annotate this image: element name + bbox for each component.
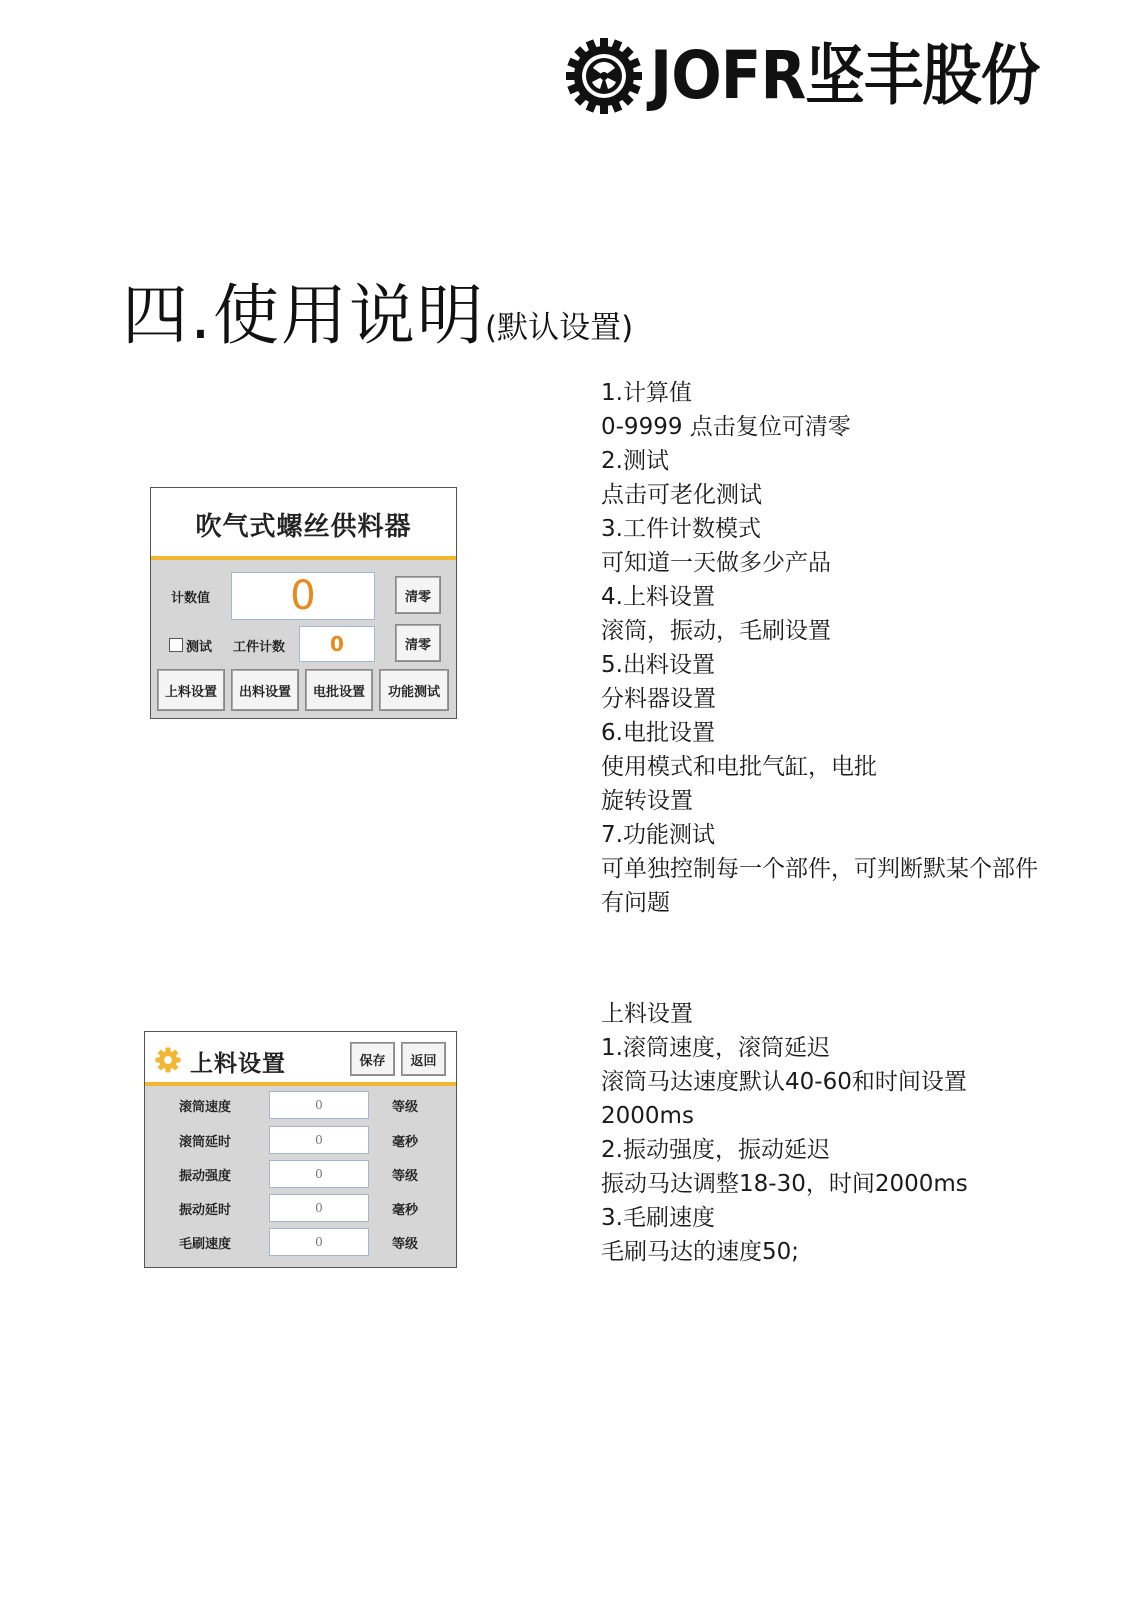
desc-line: 旋转设置 bbox=[601, 788, 693, 814]
feed-settings-header bbox=[145, 1032, 456, 1086]
main-screen-header bbox=[151, 488, 456, 560]
drum-delay-label: 滚筒延时 bbox=[179, 1135, 232, 1150]
section-title: 四.使用说明 bbox=[122, 277, 485, 354]
work-count-display[interactable]: 0 bbox=[299, 626, 375, 662]
desc-line: 2000ms bbox=[601, 1103, 694, 1129]
vibration-delay-input[interactable]: 0 bbox=[269, 1194, 369, 1222]
drum-speed-input[interactable]: 0 bbox=[269, 1091, 369, 1119]
vibration-delay-label: 振动延时 bbox=[179, 1203, 232, 1218]
work-count-label: 工件计数 bbox=[233, 640, 286, 655]
brand-name: JOFR坚丰股份 bbox=[650, 37, 1040, 114]
test-checkbox[interactable] bbox=[169, 638, 183, 652]
drum-delay-unit: 毫秒 bbox=[392, 1135, 419, 1150]
brand-logo bbox=[566, 36, 1083, 116]
drum-speed-unit: 等级 bbox=[392, 1100, 419, 1115]
clear-work-count-button[interactable]: 清零 bbox=[395, 624, 441, 662]
desc-line: 3.工件计数模式 bbox=[601, 516, 761, 542]
desc-line: 分料器设置 bbox=[601, 686, 716, 712]
desc-line: 点击可老化测试 bbox=[601, 482, 762, 508]
brush-speed-label: 毛刷速度 bbox=[179, 1237, 232, 1252]
desc-line: 4.上料设置 bbox=[601, 584, 715, 610]
desc-line: 可知道一天做多少产品 bbox=[601, 550, 831, 576]
drum-delay-input[interactable]: 0 bbox=[269, 1126, 369, 1154]
feed-settings-title: 上料设置 bbox=[190, 1050, 286, 1077]
count-label: 计数值 bbox=[171, 591, 211, 606]
desc-line: 使用模式和电批气缸，电批 bbox=[601, 754, 877, 780]
drum-speed-label: 滚筒速度 bbox=[179, 1100, 232, 1115]
desc-line: 有问题 bbox=[601, 890, 670, 916]
back-button[interactable]: 返回 bbox=[401, 1042, 446, 1076]
clear-count-button[interactable]: 清零 bbox=[395, 576, 441, 614]
vibration-strength-label: 振动强度 bbox=[179, 1169, 232, 1184]
main-screen-description bbox=[601, 376, 1038, 920]
desc-line: 1.滚筒速度，滚筒延迟 bbox=[601, 1035, 830, 1061]
feed-settings-button[interactable]: 上料设置 bbox=[157, 669, 225, 711]
desc-line: 3.毛刷速度 bbox=[601, 1205, 715, 1231]
test-label: 测试 bbox=[186, 640, 213, 655]
gear-icon bbox=[155, 1047, 181, 1073]
desc-line: 2.测试 bbox=[601, 448, 669, 474]
vibration-delay-unit: 毫秒 bbox=[392, 1203, 419, 1218]
desc-line: 滚筒，振动，毛刷设置 bbox=[601, 618, 831, 644]
desc-line: 上料设置 bbox=[601, 1001, 693, 1027]
desc-line: 5.出料设置 bbox=[601, 652, 715, 678]
feed-settings-description bbox=[601, 997, 968, 1269]
desc-line: 7.功能测试 bbox=[601, 822, 715, 848]
desc-line: 振动马达调整18-30，时间2000ms bbox=[601, 1171, 968, 1197]
desc-line: 6.电批设置 bbox=[601, 720, 715, 746]
vibration-strength-unit: 等级 bbox=[392, 1169, 419, 1184]
section-heading bbox=[122, 262, 633, 357]
main-screen-title: 吹气式螺丝供料器 bbox=[195, 512, 412, 542]
brush-speed-input[interactable]: 0 bbox=[269, 1228, 369, 1256]
desc-line: 1.计算值 bbox=[601, 380, 692, 406]
desc-line: 毛刷马达的速度50; bbox=[601, 1239, 800, 1265]
screwdriver-settings-button[interactable]: 电批设置 bbox=[305, 669, 373, 711]
desc-line: 可单独控制每一个部件，可判断默某个部件 bbox=[601, 856, 1038, 882]
main-screen-panel bbox=[150, 487, 457, 719]
feed-settings-panel bbox=[144, 1031, 457, 1268]
brush-speed-unit: 等级 bbox=[392, 1237, 419, 1252]
save-button[interactable]: 保存 bbox=[350, 1042, 395, 1076]
vibration-strength-input[interactable]: 0 bbox=[269, 1160, 369, 1188]
desc-line: 0-9999 点击复位可清零 bbox=[601, 414, 851, 440]
function-test-button[interactable]: 功能测试 bbox=[379, 669, 449, 711]
section-subtitle: (默认设置) bbox=[484, 310, 634, 346]
gear-logo-icon bbox=[566, 38, 642, 114]
desc-line: 滚筒马达速度默认40-60和时间设置 bbox=[601, 1069, 967, 1095]
discharge-settings-button[interactable]: 出料设置 bbox=[231, 669, 299, 711]
count-value-display[interactable]: 0 bbox=[231, 572, 375, 620]
desc-line: 2.振动强度，振动延迟 bbox=[601, 1137, 830, 1163]
